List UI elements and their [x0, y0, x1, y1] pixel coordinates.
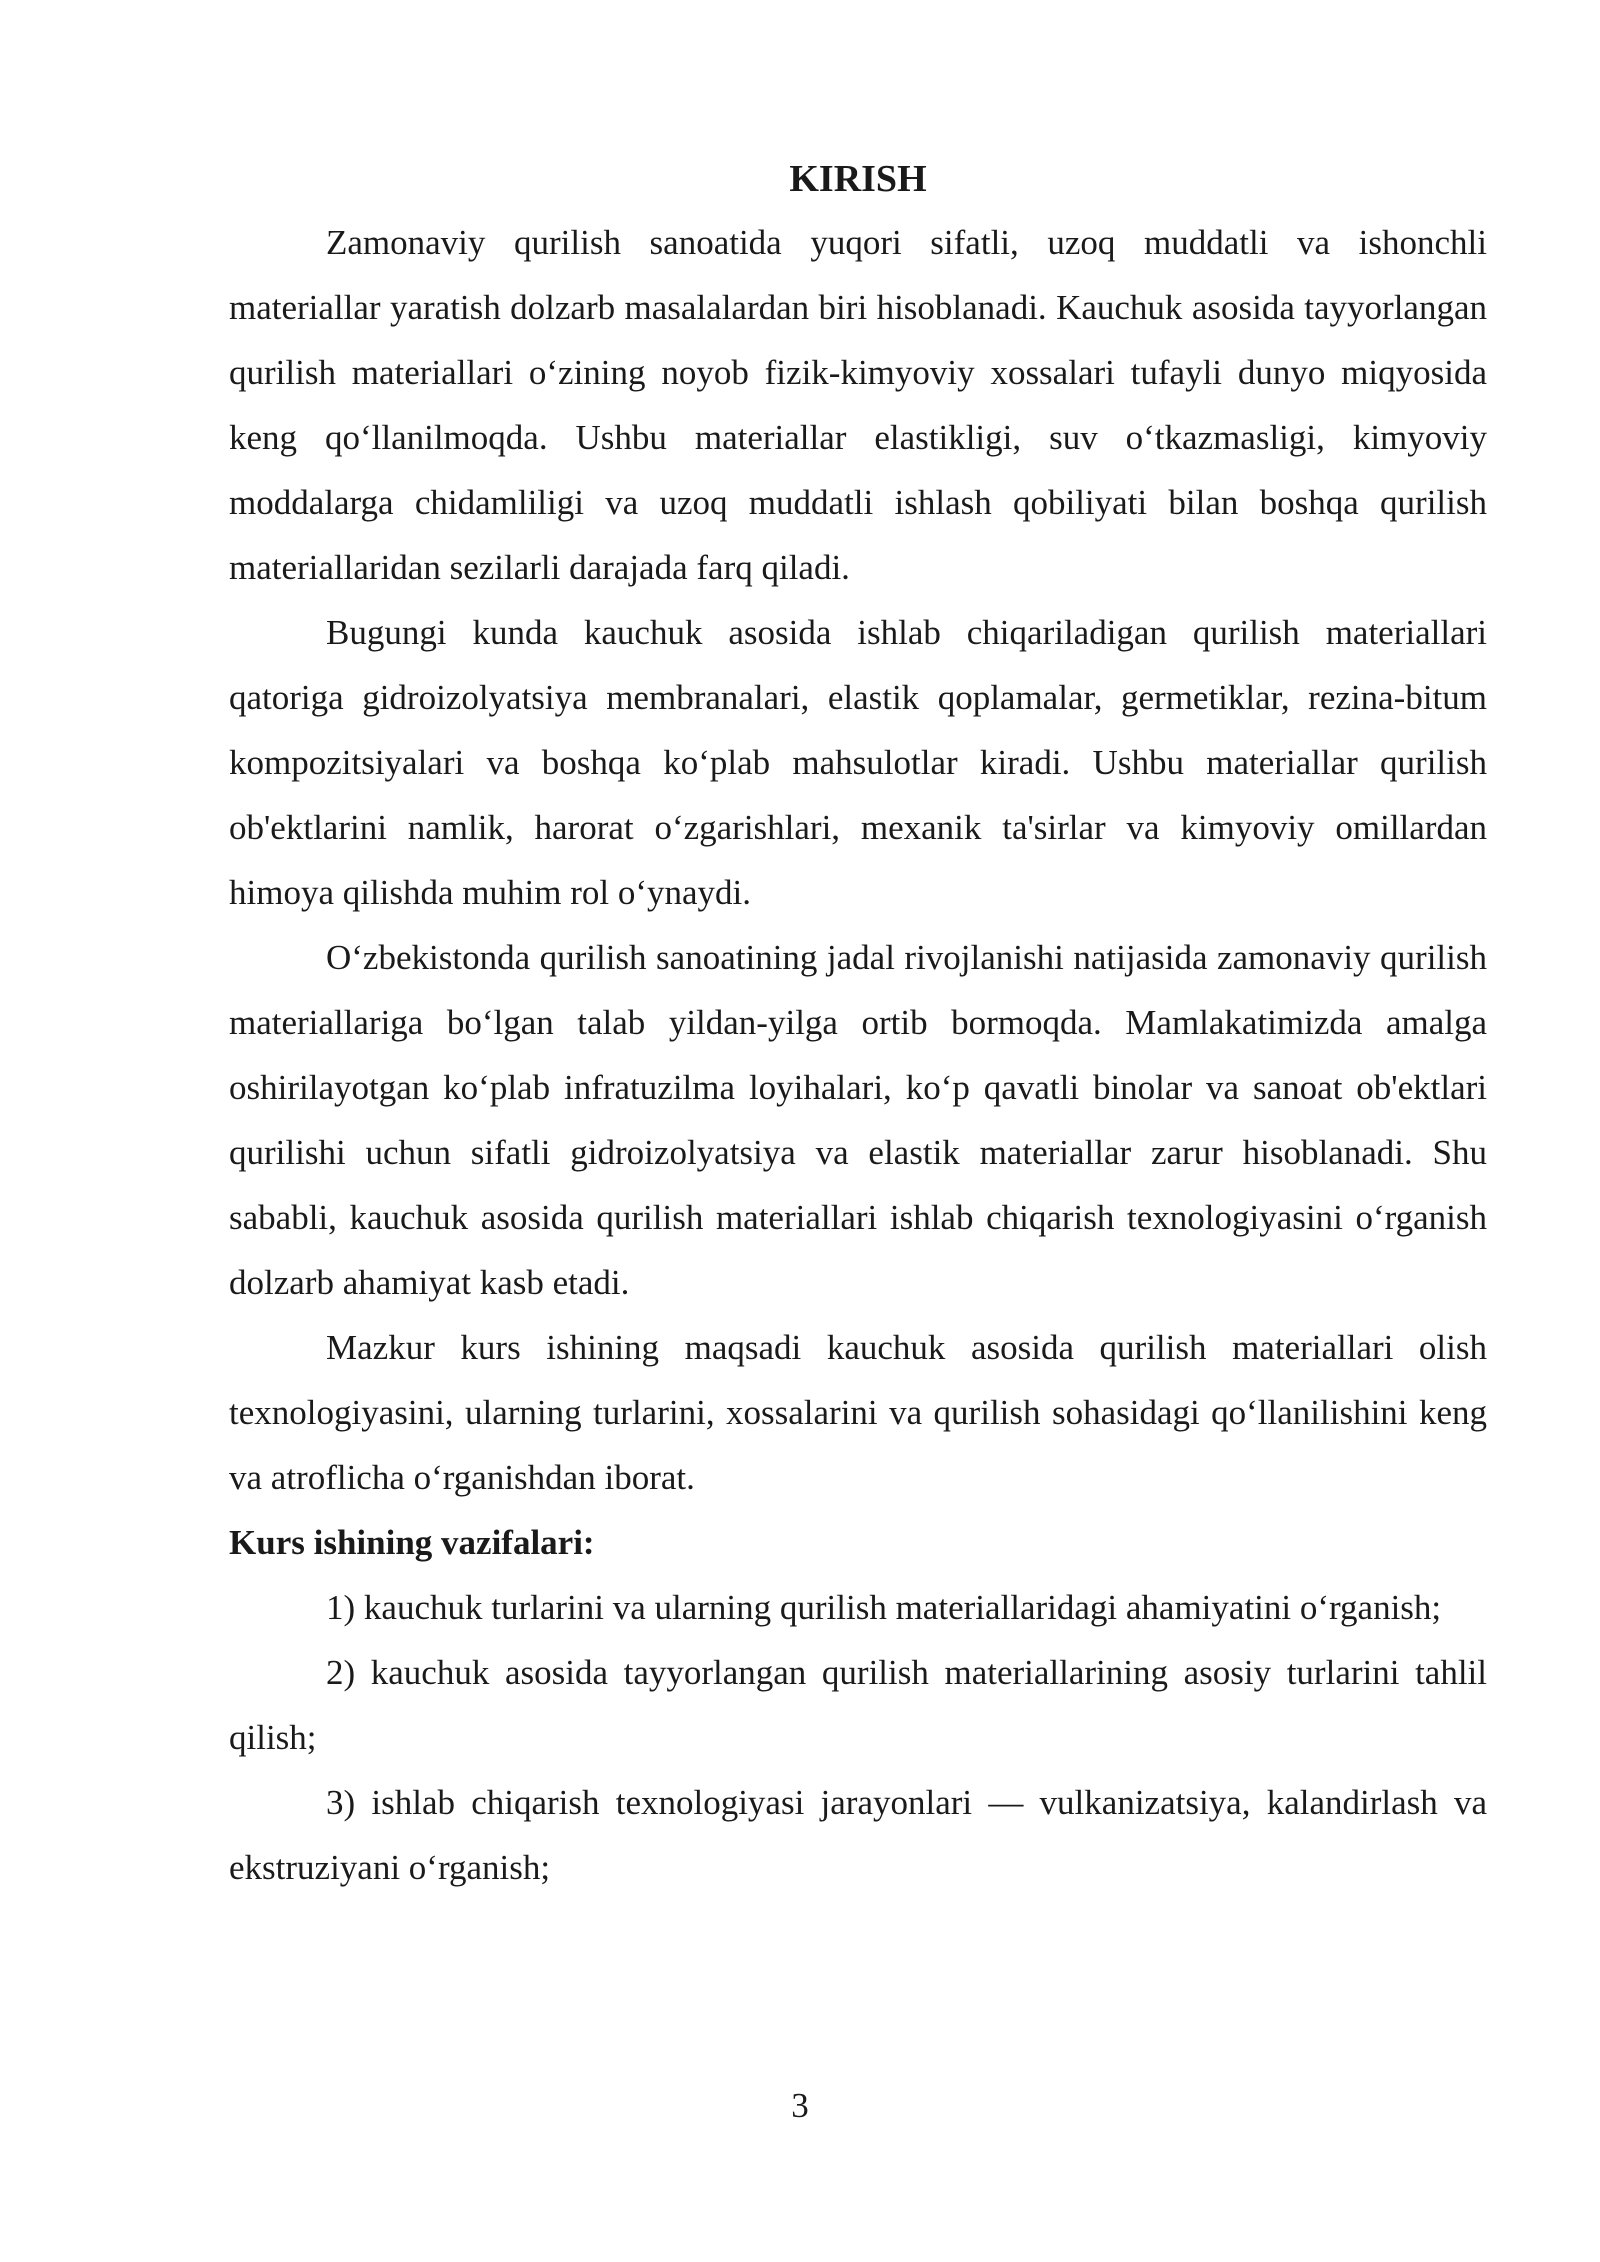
task-item: 3) ishlab chiqarish texnologiyasi jarayonlari — vulkanizatsiya, kalandirlash va ekstruziyani o‘rganish;: [229, 1783, 1487, 1887]
paragraph-goal: Mazkur kurs ishining maqsadi kauchuk asosida qurilish materiallari olish texnologiyasini, ularning turlarini, xossalarini va qurilish sohasidagi qo‘llanilishini keng va atroflicha o‘rganishdan iborat.: [229, 1328, 1487, 1497]
task-item: 1) kauchuk turlarini va ularning qurilish materiallaridagi ahamiyatini o‘rganish;: [326, 1588, 1442, 1627]
page-content: [229, 148, 1487, 1900]
paragraph-intro: Zamonaviy qurilish sanoatida yuqori sifatli, uzoq muddatli va ishonchli materiallar yaratish dolzarb masalalardan biri hisoblanadi. Kauchuk asosida tayyorlangan qurilish materiallari o‘zining noyob fizik-kimyoviy xossalari tufayli dunyo miqyosida keng qo‘llanilmoqda. Ushbu materiallar elastikligi, suv o‘tkazmasligi, kimyoviy moddalarga chidamliligi va uzoq muddatli ishlash qobiliyati bilan boshqa qurilish materiallaridan sezilarli darajada farq qiladi.: [229, 223, 1487, 587]
page-number: 3: [791, 2086, 809, 2125]
paragraph-uzbekistan: O‘zbekistonda qurilish sanoatining jadal rivojlanishi natijasida zamonaviy qurilish materiallariga bo‘lgan talab yildan-yilga ortib bormoqda. Mamlakatimizda amalga oshirilayotgan ko‘plab infratuzilma loyihalari, ko‘p qavatli binolar va sanoat ob'ektlari qurilishi uchun sifatli gidroizolyatsiya va elastik materiallar zarur hisoblanadi. Shu sababli, kauchuk asosida qurilish materiallari ishlab chiqarish texnologiyasini o‘rganish dolzarb ahamiyat kasb etadi.: [229, 938, 1487, 1302]
task-item: 2) kauchuk asosida tayyorlangan qurilish materiallarining asosiy turlarini tahlil qilish;: [229, 1653, 1487, 1757]
tasks-heading: Kurs ishining vazifalari:: [229, 1523, 595, 1562]
section-heading: KIRISH: [789, 158, 927, 200]
paragraph-materials: Bugungi kunda kauchuk asosida ishlab chiqariladigan qurilish materiallari qatoriga gidroizolyatsiya membranalari, elastik qoplamalar, germetiklar, rezina-bitum kompozitsiyalari va boshqa ko‘plab mahsulotlar kiradi. Ushbu materiallar qurilish ob'ektlarini namlik, harorat o‘zgarishlari, mexanik ta'sirlar va kimyoviy omillardan himoya qilishda muhim rol o‘ynaydi.: [229, 613, 1487, 912]
